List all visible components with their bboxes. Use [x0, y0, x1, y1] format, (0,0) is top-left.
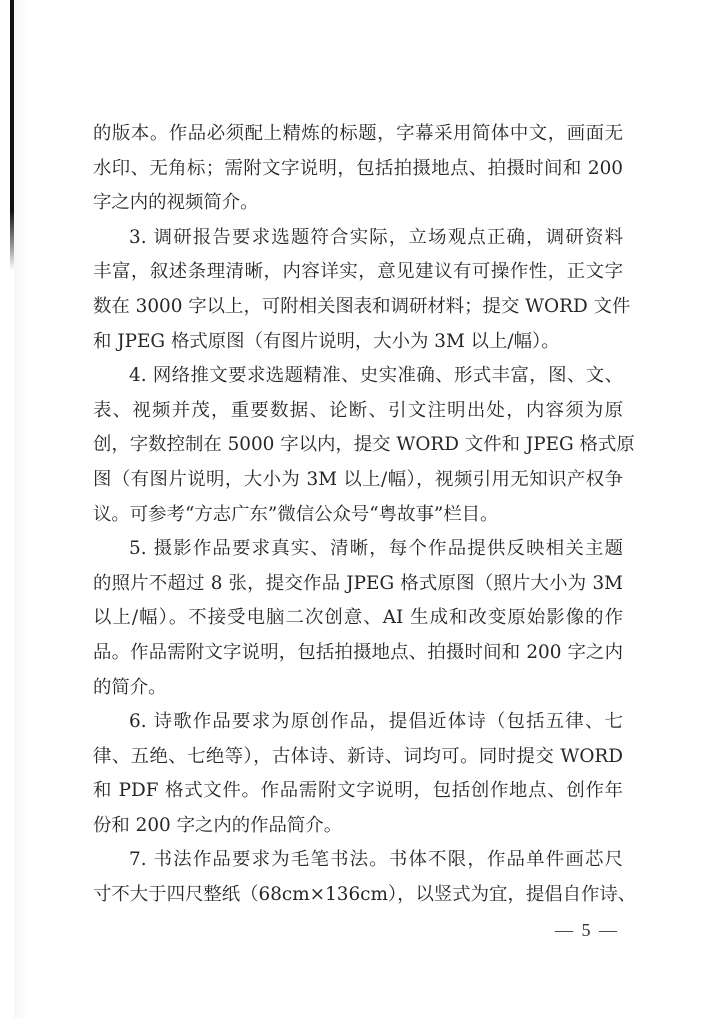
text-line: 表、视频并茂，重要数据、论断、引文注明出处，内容须为原 [93, 399, 623, 421]
paragraph-photography [93, 532, 623, 705]
text-line: 的简介。 [93, 676, 167, 698]
text-line: 和 PDF 格式文件。作品需附文字说明，包括创作地点、创作年 [93, 780, 623, 802]
text-line: 水印、无角标；需附文字说明，包括拍摄地点、拍摄时间和 200 [93, 157, 623, 179]
document-body [93, 117, 637, 913]
page-number: — 5 — [555, 920, 619, 940]
text-line: 份和 200 字之内的作品简介。 [93, 814, 343, 836]
text-line: 3. 调研报告要求选题符合实际，立场观点正确，调研资料 [129, 226, 623, 248]
text-line: 律、五绝、七绝等），古体诗、新诗、词均可。同时提交 WORD [93, 745, 623, 767]
text-line: 议。可参考“方志广东”微信公众号“粤故事”栏目。 [93, 503, 499, 525]
text-line: 品。作品需附文字说明，包括拍摄地点、拍摄时间和 200 字之内 [93, 641, 623, 663]
text-line: 5. 摄影作品要求真实、清晰，每个作品提供反映相关主题 [129, 538, 623, 560]
text-line: 数在 3000 字以上，可附相关图表和调研材料；提交 WORD 文件 [93, 295, 631, 317]
text-line: 的版本。作品必须配上精炼的标题，字幕采用简体中文，画面无 [93, 123, 623, 144]
text-line: 字之内的视频简介。 [93, 192, 259, 214]
page-binding-shadow [14, 0, 28, 1018]
text-line: 丰富，叙述条理清晰，内容详实，意见建议有可操作性，正文字 [93, 261, 623, 283]
paragraph-online-post [93, 359, 635, 532]
page-binding-edge [10, 0, 14, 270]
text-line: 4. 网络推文要求选题精准、史实准确、形式丰富，图、文、 [129, 365, 623, 387]
paragraph-calligraphy [93, 843, 637, 912]
text-line: 和 JPEG 格式原图（有图片说明，大小为 3M 以上/幅）。 [93, 330, 560, 352]
text-line: 的照片不超过 8 张，提交作品 JPEG 格式原图（照片大小为 3M [93, 572, 623, 594]
paragraph-video-continuation [93, 117, 623, 221]
text-line: 寸不大于四尺整纸（68cm×136cm），以竖式为宜，提倡自作诗、 [93, 884, 637, 906]
text-line: 以上/幅）。不接受电脑二次创意、AI 生成和改变原始影像的作 [93, 607, 623, 629]
text-line: 图（有图片说明，大小为 3M 以上/幅），视频引用无知识产权争 [93, 468, 623, 490]
paragraph-research-report [93, 221, 631, 359]
text-line: 7. 书法作品要求为毛笔书法。书体不限，作品单件画芯尺 [129, 849, 623, 871]
text-line: 创，字数控制在 5000 字以内，提交 WORD 文件和 JPEG 格式原 [93, 434, 635, 456]
paragraph-poetry [93, 705, 623, 843]
text-line: 6. 诗歌作品要求为原创作品，提倡近体诗（包括五律、七 [129, 711, 623, 733]
